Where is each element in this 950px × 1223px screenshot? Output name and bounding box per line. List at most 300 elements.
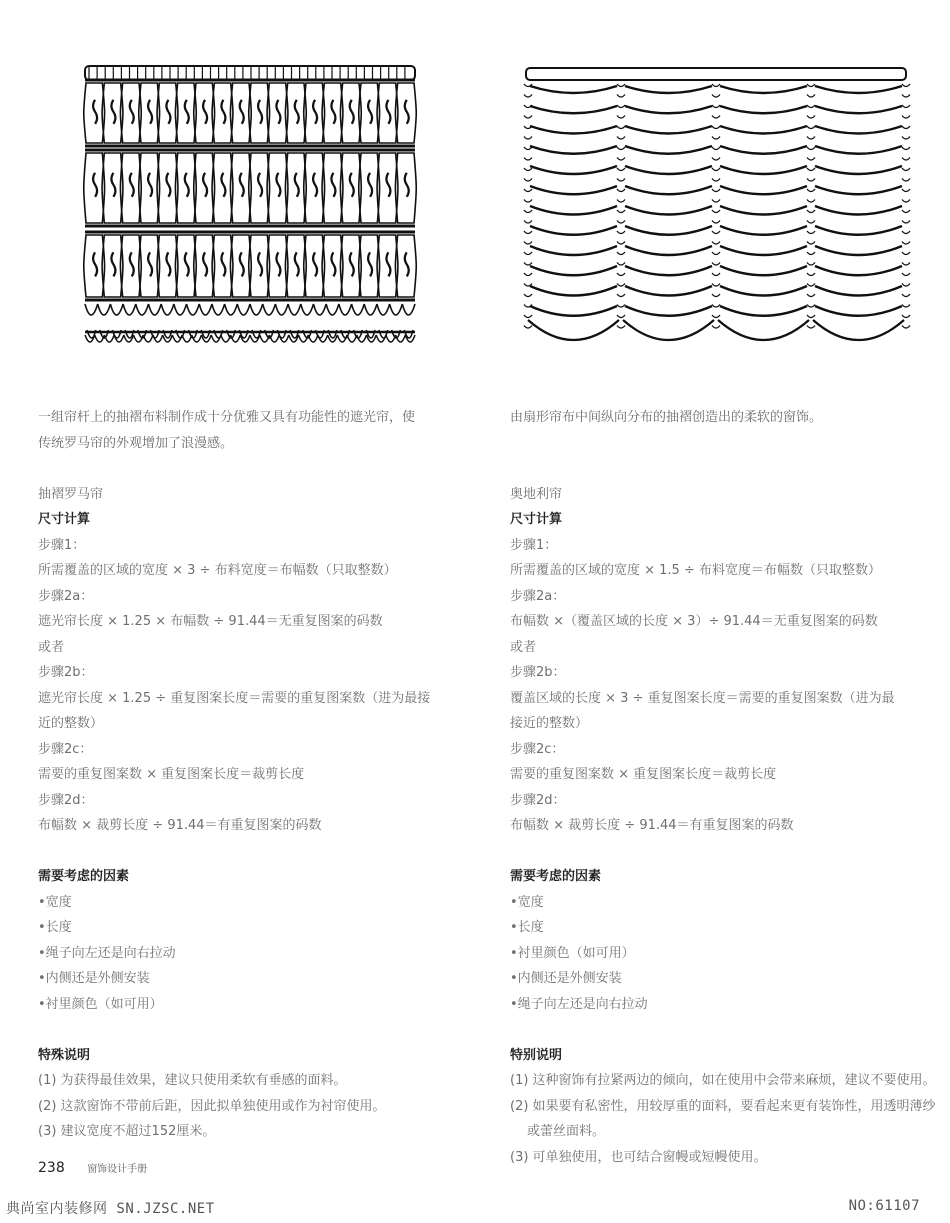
shirring-tape <box>712 126 720 129</box>
swag-fold <box>625 166 712 174</box>
swag-fold <box>720 206 807 215</box>
shirring-tape <box>617 137 625 140</box>
hem-loop <box>396 335 406 342</box>
shirred-roman-shade-drawing <box>80 60 420 365</box>
left-calc-line: 步骤2d： <box>38 792 94 808</box>
austrian-shade-drawing <box>520 60 915 365</box>
right-calc-line: 布幅数 ×（覆盖区域的长度 × 3）÷ 91.44＝无重复图案的码数 <box>510 614 878 629</box>
fold-swirl <box>111 173 115 197</box>
shirring-tape <box>617 326 625 329</box>
swag-fold <box>530 246 617 255</box>
right-calc-line: 步骤2c： <box>510 741 565 757</box>
ruffle-loop <box>352 304 365 315</box>
shirring-tape <box>712 189 720 192</box>
shirring-tape <box>524 221 532 224</box>
right-calc-line: 所需覆盖的区域的宽度 × 1.5 ÷ 布料宽度＝布幅数（只取整数） <box>510 563 881 578</box>
fold-swirl <box>405 252 409 276</box>
shirring-tape <box>617 252 625 255</box>
left-factor-item: •长度 <box>38 920 72 935</box>
ruffle-loop <box>301 304 314 315</box>
shirring-tape <box>712 147 720 150</box>
fold-swirl <box>331 100 335 124</box>
shirring-tape <box>712 84 720 87</box>
shirring-tape <box>902 221 910 224</box>
swag-fold <box>530 206 617 215</box>
left-factor-item: •内侧还是外侧安装 <box>38 971 150 986</box>
swag-fold <box>815 246 902 255</box>
hem-loop <box>134 335 144 342</box>
shirring-tape <box>617 315 625 318</box>
swag-fold <box>530 266 617 275</box>
fold-swirl <box>276 100 280 124</box>
left-factors-heading: 需要考虑的因素 <box>38 869 130 884</box>
shirring-tape <box>902 105 910 108</box>
right-note-item: (1) 这种窗饰有拉紧两边的倾向，如在使用中会带来麻烦，建议不要使用。 <box>510 1073 936 1088</box>
swag-fold <box>625 226 712 235</box>
left-calc-line: 步骤1： <box>38 537 86 553</box>
right-factor-item: •绳子向左还是向右拉动 <box>510 996 648 1012</box>
swag-fold <box>530 166 617 174</box>
ruffle-loop <box>364 304 377 315</box>
left-factor-item: •绳子向左还是向右拉动 <box>38 945 176 961</box>
shirring-tape <box>712 242 720 245</box>
shirring-tape <box>807 95 815 98</box>
swag-fold <box>815 146 902 154</box>
fold-swirl <box>276 173 280 197</box>
shirring-tape <box>524 168 532 171</box>
swag-fold <box>720 86 807 93</box>
swag-fold <box>530 146 617 154</box>
shirring-tape <box>617 263 625 266</box>
shirring-tape <box>617 116 625 119</box>
ruffle-loop <box>123 304 136 315</box>
ruffle-loop <box>187 304 200 315</box>
shirring-tape <box>902 294 910 297</box>
fold-swirl <box>368 173 372 197</box>
shirring-tape <box>807 116 815 119</box>
swag-fold <box>530 286 617 296</box>
swag-fold <box>530 186 617 194</box>
shirring-tape <box>712 273 720 276</box>
watermark-left: 典尚室内装修网 SN.JZSC.NET <box>6 1201 215 1217</box>
left-factor-item: •衬里颜色（如可用） <box>38 996 163 1012</box>
shirring-tape <box>524 315 532 318</box>
fold-swirl <box>93 100 97 124</box>
swag-fold <box>625 146 712 154</box>
ruffle-loop <box>85 304 98 315</box>
swag-fold <box>530 106 617 113</box>
shirring-tape <box>807 137 815 140</box>
shirring-tape <box>524 210 532 213</box>
fold-swirl <box>185 252 189 276</box>
shirring-tape <box>902 147 910 150</box>
shirring-tape <box>712 168 720 171</box>
right-calc-line: 覆盖区域的长度 × 3 ÷ 重复图案长度＝需要的重复图案数（进为最 <box>510 690 895 706</box>
shirring-tape <box>712 158 720 161</box>
shirring-tape <box>712 105 720 108</box>
shirring-tape <box>524 326 532 329</box>
fold-swirl <box>93 173 97 197</box>
fold-swirl <box>166 100 170 124</box>
shirring-tape <box>902 189 910 192</box>
right-calc-line: 需要的重复图案数 × 重复图案长度＝裁剪长度 <box>510 767 777 782</box>
fold-swirl <box>258 252 262 276</box>
fold-swirl <box>386 173 390 197</box>
hem-loop <box>192 335 202 342</box>
hem-loop <box>172 335 182 342</box>
shirring-tape <box>807 179 815 182</box>
swag-fold <box>815 286 902 296</box>
right-factor-item: •衬里颜色（如可用） <box>510 945 635 961</box>
fold-swirl <box>295 173 299 197</box>
swag-fold <box>625 286 712 296</box>
right-factor-item: •长度 <box>510 920 544 935</box>
shirring-tape <box>902 137 910 140</box>
fold-swirl <box>350 173 354 197</box>
ruffle-loop <box>275 304 288 315</box>
right-calc-line: 步骤2a： <box>510 588 566 604</box>
right-column <box>510 405 942 1170</box>
scallop-hem <box>813 320 904 340</box>
shirring-tape <box>807 273 815 276</box>
ruffle-loop <box>98 304 111 315</box>
shirring-tape <box>617 294 625 297</box>
hem-loop <box>357 335 367 342</box>
shirring-tape <box>902 210 910 213</box>
shirring-tape <box>902 95 910 98</box>
shirring-tape <box>902 168 910 171</box>
swag-fold <box>815 106 902 113</box>
fold-swirl <box>111 100 115 124</box>
shirring-tape <box>617 273 625 276</box>
swag-fold <box>625 106 712 113</box>
ruffle-loop <box>212 304 225 315</box>
shirring-tape <box>617 242 625 245</box>
fold-swirl <box>148 100 152 124</box>
shirring-tape <box>902 242 910 245</box>
shirring-tape <box>524 95 532 98</box>
fold-swirl <box>295 100 299 124</box>
shirring-tape <box>807 168 815 171</box>
shirring-tape <box>807 242 815 245</box>
page-number: 238 <box>38 1160 65 1176</box>
swag-fold <box>720 306 807 316</box>
hem-loop <box>337 335 347 342</box>
shirring-tape <box>902 273 910 276</box>
right-note-item: (2) 如果要有私密性，用较厚重的面料，要看起来更有装饰性，用透明薄纱或蕾丝面料。 <box>510 1098 936 1139</box>
shirring-tape <box>524 189 532 192</box>
fold-swirl <box>185 100 189 124</box>
watermark-right: NO:61107 <box>848 1198 920 1214</box>
ruffle-loop <box>326 304 339 315</box>
shirring-tape <box>617 210 625 213</box>
left-calc-line: 需要的重复图案数 × 重复图案长度＝裁剪长度 <box>38 767 305 782</box>
swag-fold <box>530 126 617 134</box>
shirring-tape <box>902 315 910 318</box>
left-calc-line: 所需覆盖的区域的宽度 × 3 ÷ 布料宽度＝布幅数（只取整数） <box>38 563 397 578</box>
ruffle-loop <box>250 304 263 315</box>
shirring-tape <box>712 179 720 182</box>
right-calc-line: 或者 <box>510 639 537 655</box>
swag-fold <box>815 186 902 194</box>
swag-fold <box>530 306 617 316</box>
shirring-tape <box>807 231 815 234</box>
fold-swirl <box>331 173 335 197</box>
shirring-tape <box>524 137 532 140</box>
shirring-tape <box>524 179 532 182</box>
right-calc-line: 步骤1： <box>510 537 558 553</box>
shirring-tape <box>902 84 910 87</box>
shirring-tape <box>524 252 532 255</box>
fold-swirl <box>313 252 317 276</box>
left-calc-line: 遮光帘长度 × 1.25 ÷ 重复图案长度＝需要的重复图案数（进为最接 <box>38 690 431 706</box>
fold-swirl <box>203 100 207 124</box>
fold-swirl <box>368 252 372 276</box>
right-type-name: 奥地利帘 <box>510 486 563 502</box>
ruffle-loop <box>136 304 149 315</box>
right-factor-item: •内侧还是外侧安装 <box>510 971 622 986</box>
swag-fold <box>815 266 902 275</box>
left-calc-line: 步骤2b： <box>38 665 94 680</box>
shirring-tape <box>807 326 815 329</box>
shirring-tape <box>712 294 720 297</box>
shirring-tape <box>524 294 532 297</box>
left-calc-line: 步骤2c： <box>38 741 93 757</box>
fold-swirl <box>350 100 354 124</box>
ruffle-loop <box>110 304 123 315</box>
hem-loop <box>299 335 309 342</box>
shirring-tape <box>524 200 532 203</box>
left-calc-heading: 尺寸计算 <box>38 512 91 527</box>
page-footer <box>38 1160 147 1176</box>
swag-fold <box>720 146 807 154</box>
shirring-tape <box>712 231 720 234</box>
ruffle-loop <box>402 304 415 315</box>
shirring-tape <box>712 200 720 203</box>
shirring-tape <box>617 221 625 224</box>
fold-swirl <box>258 173 262 197</box>
ruffle-loop <box>237 304 250 315</box>
ruffle-loop <box>390 304 403 315</box>
right-calc-line: 步骤2d： <box>510 792 566 808</box>
fold-swirl <box>221 252 225 276</box>
shirring-tape <box>524 242 532 245</box>
left-notes-heading: 特殊说明 <box>38 1047 91 1063</box>
swag-fold <box>720 226 807 235</box>
heading-rod <box>85 66 415 80</box>
ruffle-loop <box>263 304 276 315</box>
shirring-tape <box>807 200 815 203</box>
shirring-tape <box>524 116 532 119</box>
fold-swirl <box>276 252 280 276</box>
shirring-tape <box>712 116 720 119</box>
right-notes-heading: 特别说明 <box>510 1047 563 1063</box>
shirring-tape <box>807 84 815 87</box>
shirring-tape <box>617 105 625 108</box>
hem-loop <box>231 335 241 342</box>
swag-fold <box>720 286 807 296</box>
left-note-item: (1) 为获得最佳效果，建议只使用柔软有垂感的面料。 <box>38 1073 347 1088</box>
swag-fold <box>530 226 617 235</box>
swag-fold <box>720 266 807 275</box>
shirring-tape <box>617 147 625 150</box>
fold-swirl <box>203 173 207 197</box>
shirring-tape <box>712 221 720 224</box>
shirring-tape <box>617 305 625 308</box>
fold-swirl <box>331 252 335 276</box>
swag-fold <box>815 86 902 93</box>
swag-fold <box>625 266 712 275</box>
shirring-tape <box>617 95 625 98</box>
right-calc-heading: 尺寸计算 <box>510 512 563 527</box>
left-type-name: 抽褶罗马帘 <box>38 486 104 502</box>
shirring-tape <box>807 210 815 213</box>
fold-swirl <box>166 173 170 197</box>
fold-swirl <box>405 173 409 197</box>
left-calc-line: 布幅数 × 裁剪长度 ÷ 91.44＝有重复图案的码数 <box>38 818 322 833</box>
shirring-tape <box>617 168 625 171</box>
shirring-tape <box>902 231 910 234</box>
left-caption-line-2: 传统罗马帘的外观增加了浪漫感。 <box>38 435 234 451</box>
shirring-tape <box>807 252 815 255</box>
shirring-tape <box>807 147 815 150</box>
shirring-tape <box>712 252 720 255</box>
swag-fold <box>815 226 902 235</box>
right-factor-item: •宽度 <box>510 894 544 910</box>
right-factors-heading: 需要考虑的因素 <box>510 869 602 884</box>
fold-swirl <box>130 100 134 124</box>
fold-swirl <box>350 252 354 276</box>
shirring-tape <box>712 137 720 140</box>
shirring-tape <box>902 126 910 129</box>
shirring-tape <box>524 263 532 266</box>
ruffle-loop <box>288 304 301 315</box>
swag-fold <box>815 206 902 215</box>
ruffle-loop <box>313 304 326 315</box>
swag-fold <box>720 246 807 255</box>
fold-swirl <box>148 173 152 197</box>
right-calc-line: 布幅数 × 裁剪长度 ÷ 91.44＝有重复图案的码数 <box>510 818 794 833</box>
shirring-tape <box>902 252 910 255</box>
swag-fold <box>625 246 712 255</box>
fold-swirl <box>111 252 115 276</box>
fold-swirl <box>148 252 152 276</box>
scallop-hem <box>718 320 809 340</box>
swag-fold <box>815 306 902 316</box>
swag-fold <box>530 86 617 93</box>
shirring-tape <box>524 231 532 234</box>
shirring-tape <box>807 284 815 287</box>
fold-swirl <box>313 173 317 197</box>
scallop-hem <box>623 320 714 340</box>
fold-swirl <box>221 173 225 197</box>
fold-swirl <box>93 252 97 276</box>
fold-swirl <box>258 100 262 124</box>
shirring-tape <box>902 305 910 308</box>
swag-fold <box>720 166 807 174</box>
shirring-tape <box>807 294 815 297</box>
shirring-tape <box>902 263 910 266</box>
fold-swirl <box>240 100 244 124</box>
shirring-tape <box>617 158 625 161</box>
shirring-tape <box>617 189 625 192</box>
fold-swirl <box>130 173 134 197</box>
shirring-tape <box>807 158 815 161</box>
shirring-tape <box>902 326 910 329</box>
fold-swirl <box>240 252 244 276</box>
left-calc-lines <box>38 533 478 839</box>
shirring-tape <box>524 158 532 161</box>
right-caption-line-1: 由扇形帘布中间纵向分布的抽褶创造出的柔软的窗饰。 <box>510 410 823 425</box>
fold-swirl <box>295 252 299 276</box>
swag-fold <box>815 126 902 134</box>
left-caption-line-1: 一组帘杆上的抽褶布料制作成十分优雅又具有功能性的遮光帘，使 <box>38 410 416 425</box>
left-calc-line: 遮光帘长度 × 1.25 × 布幅数 ÷ 91.44＝无重复图案的码数 <box>38 614 383 629</box>
left-column <box>38 405 478 1145</box>
shirring-tape <box>712 263 720 266</box>
fold-swirl <box>221 100 225 124</box>
shirring-tape <box>617 231 625 234</box>
swag-fold <box>720 126 807 134</box>
shirring-tape <box>807 105 815 108</box>
right-calc-line: 接近的整数） <box>510 716 589 731</box>
fold-swirl <box>368 100 372 124</box>
ruffle-loop <box>377 304 390 315</box>
left-note-item: (2) 这款窗饰不带前后距，因此拟单独使用或作为衬帘使用。 <box>38 1098 386 1114</box>
shirring-tape <box>617 126 625 129</box>
swag-fold <box>625 206 712 215</box>
ruffle-loop <box>225 304 238 315</box>
shirring-tape <box>902 284 910 287</box>
fold-swirl <box>313 100 317 124</box>
shirring-tape <box>807 315 815 318</box>
right-calc-lines <box>510 533 942 839</box>
fold-swirl <box>130 252 134 276</box>
shirring-tape <box>617 200 625 203</box>
shirring-tape <box>902 200 910 203</box>
fold-swirl <box>386 252 390 276</box>
right-note-item: (3) 可单独使用，也可结合窗幔或短幔使用。 <box>510 1149 767 1165</box>
fold-swirl <box>166 252 170 276</box>
shirring-tape <box>712 305 720 308</box>
shirring-tape <box>617 284 625 287</box>
swag-fold <box>625 126 712 134</box>
shirring-tape <box>712 95 720 98</box>
swag-fold <box>625 186 712 194</box>
left-calc-line: 或者 <box>38 639 65 655</box>
left-note-item: (3) 建议宽度不超过152厘米。 <box>38 1124 216 1139</box>
swag-fold <box>815 166 902 174</box>
left-calc-line: 步骤2a： <box>38 588 94 604</box>
fold-swirl <box>185 173 189 197</box>
shirring-tape <box>617 84 625 87</box>
ruffle-loop <box>148 304 161 315</box>
fold-swirl <box>240 173 244 197</box>
shirring-tape <box>902 116 910 119</box>
left-factor-item: •宽度 <box>38 894 72 910</box>
shirring-tape <box>807 189 815 192</box>
ruffle-loop <box>339 304 352 315</box>
shirring-tape <box>807 305 815 308</box>
fold-swirl <box>405 100 409 124</box>
heading-rod <box>526 68 906 80</box>
ruffle-loop <box>174 304 187 315</box>
shirring-tape <box>807 263 815 266</box>
shirring-tape <box>712 284 720 287</box>
ruffle-loop <box>199 304 212 315</box>
shirring-tape <box>712 315 720 318</box>
shirring-tape <box>712 210 720 213</box>
